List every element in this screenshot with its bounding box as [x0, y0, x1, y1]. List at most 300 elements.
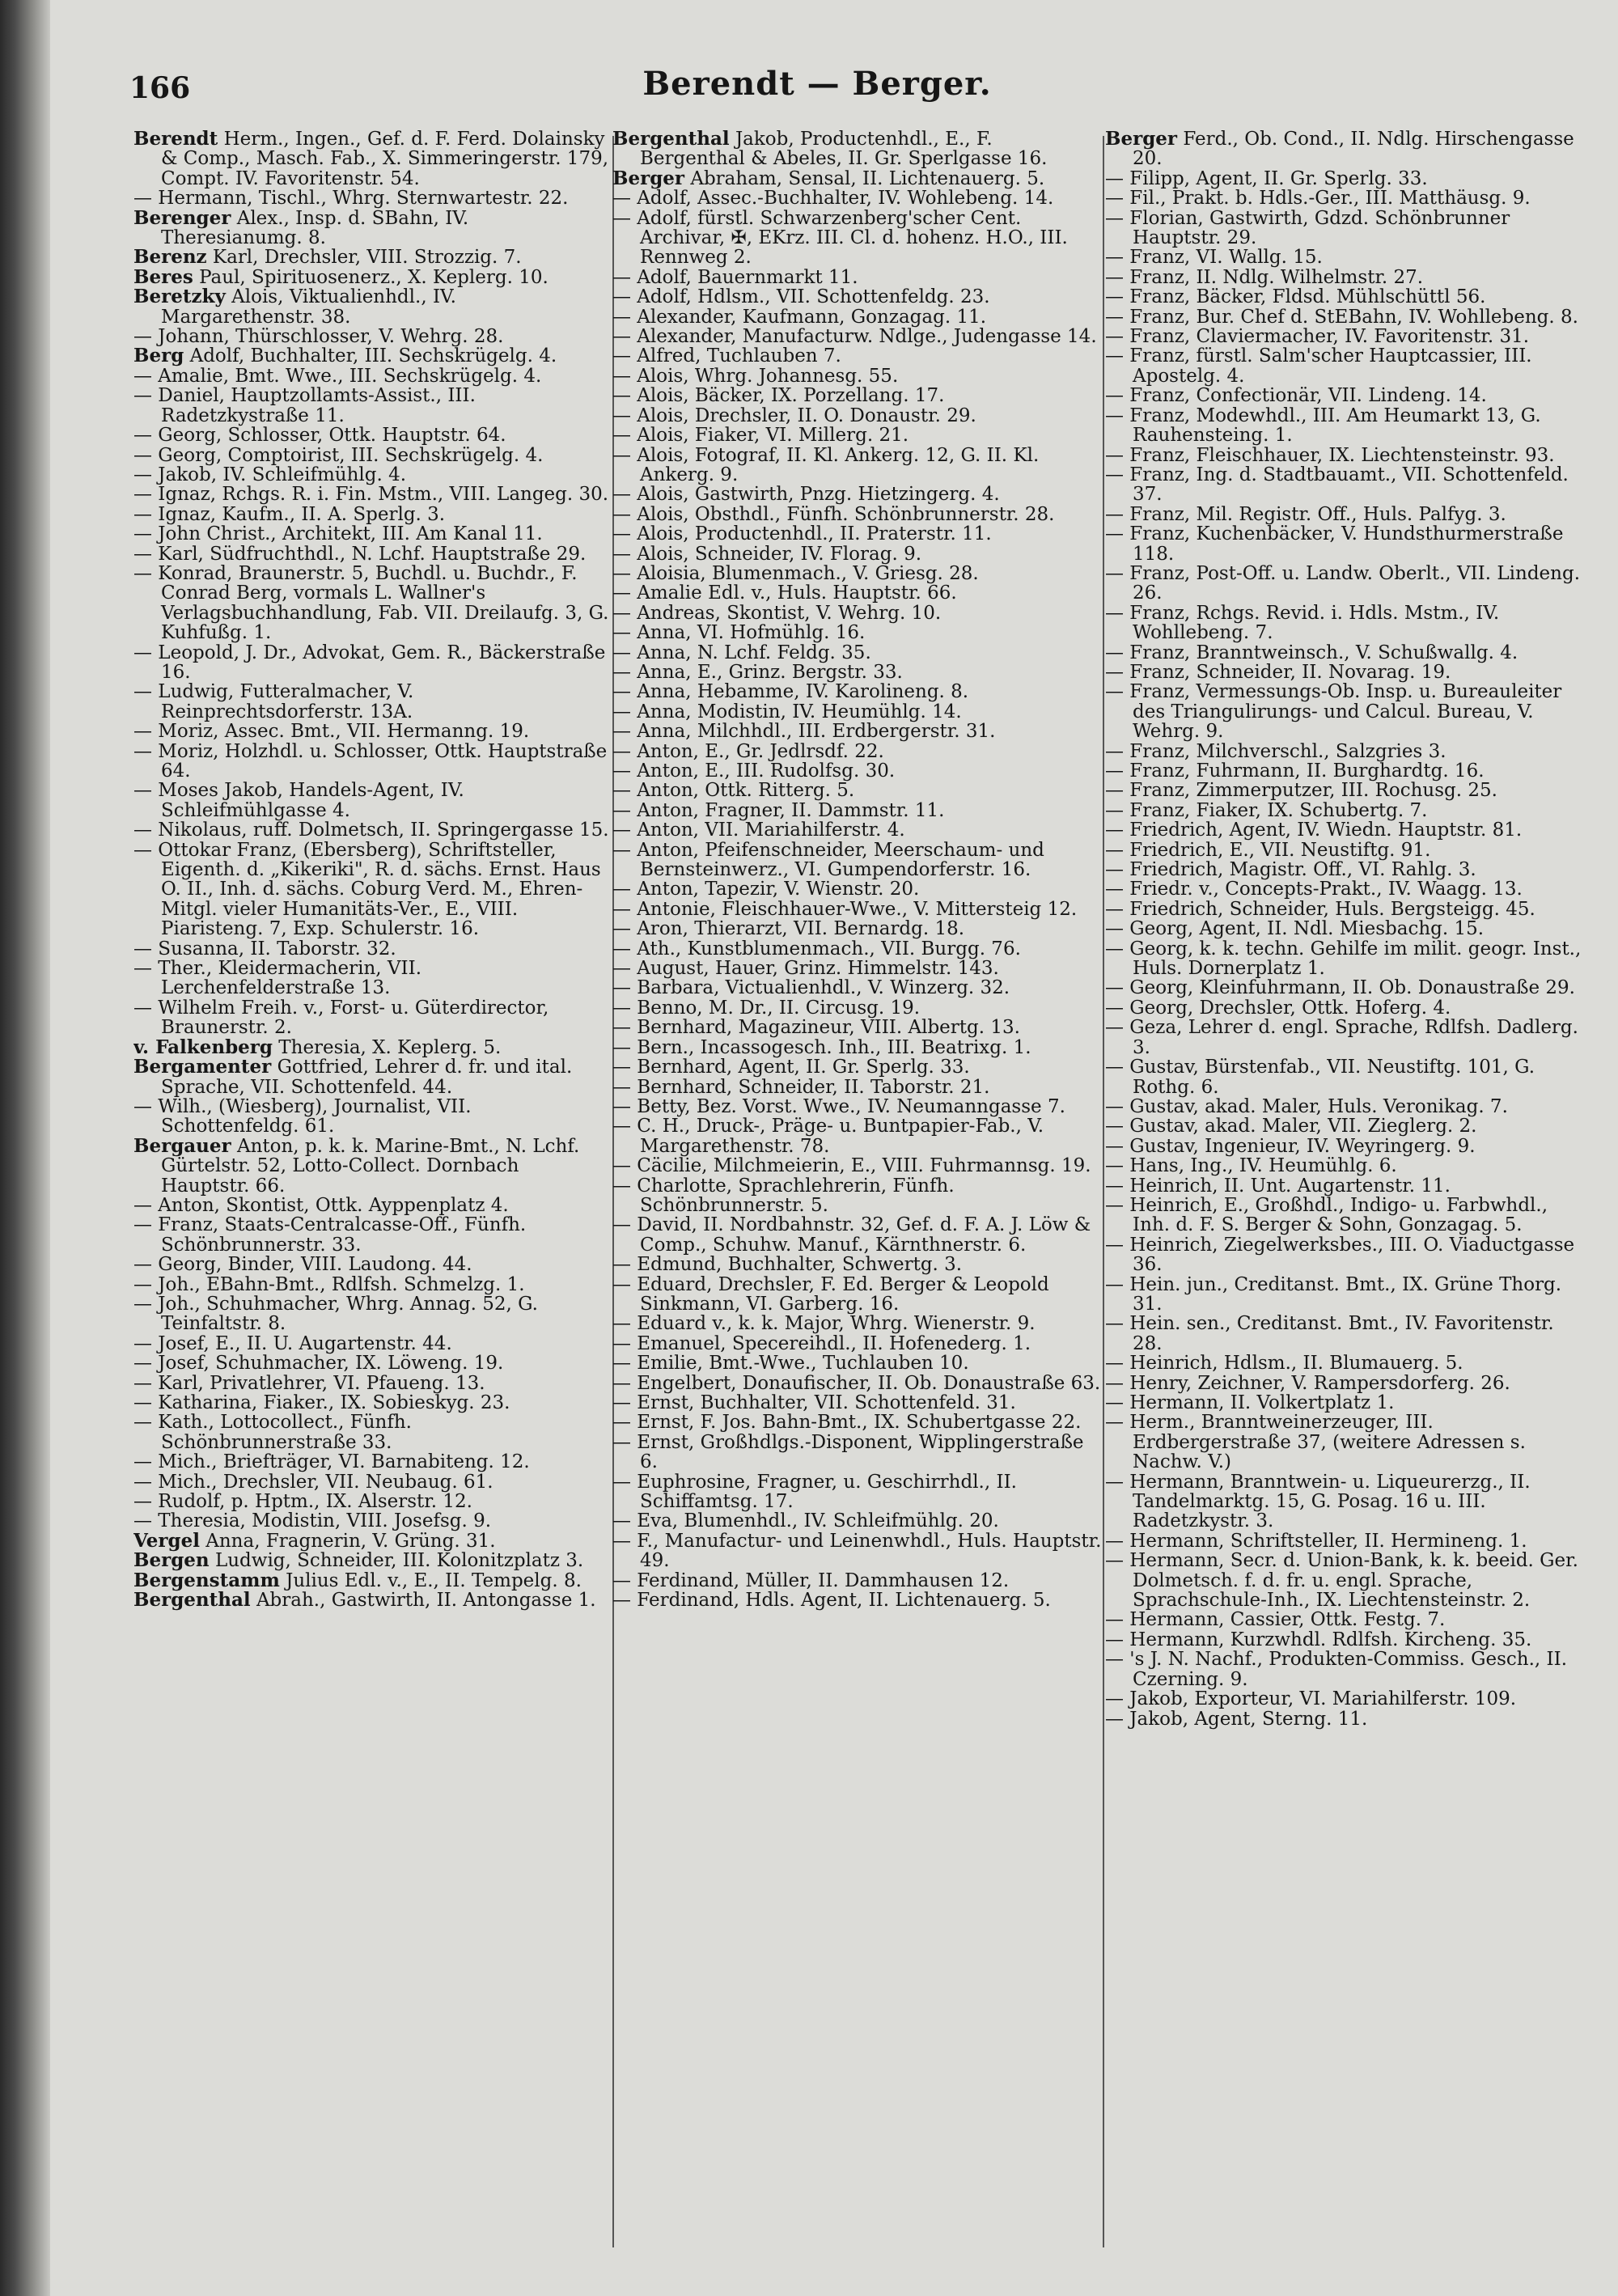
entry-text: — Fil., Prakt. b. Hdls.-Ger., III. Matthäusg. 9. — [1105, 188, 1531, 210]
directory-entry — [612, 761, 1102, 781]
directory-entry — [133, 524, 609, 544]
directory-entry — [133, 248, 609, 267]
entry-text: Anton, p. k. k. Marine-Bmt., N. Lchf. Gürtelstr. 52, Lotto-Collect. Dornbach Hauptstr. 66. — [161, 1135, 580, 1197]
directory-entry — [133, 1334, 609, 1353]
directory-entry — [1105, 209, 1584, 248]
entry-text: — Franz, Confectionär, VII. Lindeng. 14. — [1105, 385, 1487, 407]
entry-text: — Filipp, Agent, II. Gr. Sperlg. 33. — [1105, 167, 1428, 189]
entry-surname: Berendt — [133, 129, 218, 150]
directory-entry — [1105, 1275, 1584, 1315]
entry-text: — Henry, Zeichner, V. Rampersdorferg. 26. — [1105, 1372, 1510, 1394]
directory-entry — [612, 998, 1102, 1018]
entry-text: — Charlotte, Sprachlehrerin, Fünfh. Schönbrunnerstr. 5. — [612, 1175, 955, 1216]
directory-entry — [1105, 742, 1584, 761]
entry-text: — Joh., Schuhmacher, Whrg. Annag. 52, G. Teinfaltstr. 8. — [133, 1293, 538, 1335]
directory-entry — [133, 1353, 609, 1373]
directory-entry — [133, 781, 609, 820]
entry-text: — Gustav, Bürstenfab., VII. Neustiftg. 101, G. Rothg. 6. — [1105, 1057, 1535, 1098]
entry-text: Karl, Drechsler, VIII. Strozzig. 7. — [212, 247, 522, 269]
directory-entry — [612, 820, 1102, 840]
directory-entry — [133, 742, 609, 782]
entry-surname: Bergamenter — [133, 1056, 272, 1078]
entry-surname: Berenger — [133, 206, 231, 229]
entry-text: — Ernst, F. Jos. Bahn-Bmt., IX. Schubertgasse 22. — [612, 1412, 1082, 1434]
entry-text: — Hermann, Cassier, Ottk. Festg. 7. — [1105, 1609, 1446, 1631]
directory-entry — [612, 1353, 1102, 1373]
entry-text: — Franz, Post-Off. u. Landw. Oberlt., VII. Lindeng. 26. — [1105, 562, 1581, 604]
entry-text: — David, II. Nordbahnstr. 32, Gef. d. F. A. J. Löw & Comp., Schuhw. Manuf., Kärnthnerstr. 6. — [612, 1214, 1091, 1256]
directory-entry — [612, 781, 1102, 800]
directory-entry — [612, 1531, 1102, 1571]
directory-entry — [612, 287, 1102, 307]
entry-text: — Josef, E., II. U. Augartenstr. 44. — [133, 1332, 452, 1354]
entry-text: — Franz, Branntweinsch., V. Schußwallg. 4. — [1105, 642, 1518, 663]
directory-entry — [612, 366, 1102, 386]
directory-entry — [133, 426, 609, 445]
entry-text: — Theresia, Modistin, VIII. Josefsg. 9. — [133, 1510, 492, 1532]
entry-text: — Mich., Drechsler, VII. Neubaug. 61. — [133, 1471, 493, 1493]
entry-text: — Anna, Hebamme, IV. Karolineng. 8. — [612, 681, 969, 703]
directory-entry — [1105, 129, 1584, 169]
entry-surname: Bergenthal — [133, 1589, 251, 1612]
directory-entry — [133, 1275, 609, 1294]
entry-text: — Franz, Rchgs. Revid. i. Hdls. Mstm., IV. Wohllebeng. 7. — [1105, 602, 1500, 644]
directory-entry — [1105, 1057, 1584, 1097]
directory-entry — [1105, 663, 1584, 682]
directory-entry — [612, 604, 1102, 623]
directory-entry — [1105, 1196, 1584, 1235]
entry-surname: Bergauer — [133, 1134, 231, 1157]
directory-entry — [1105, 446, 1584, 465]
entry-text: — Georg, Comptoirist, III. Sechskrügelg. 4. — [133, 444, 544, 466]
entry-text: — Franz, Schneider, II. Novarag. 19. — [1105, 661, 1451, 683]
book-binding-shadow — [0, 0, 50, 2296]
entry-text: — Emilie, Bmt.-Wwe., Tuchlauben 10. — [612, 1353, 969, 1375]
directory-entry — [1105, 919, 1584, 938]
directory-entry — [133, 327, 609, 346]
entry-text: — F., Manufactur- und Leinenwhdl., Huls. Hauptstr. 49. — [612, 1530, 1102, 1572]
directory-entry — [612, 1511, 1102, 1531]
entry-text: — Franz, Modewhdl., III. Am Heumarkt 13, G. Rauhensteing. 1. — [1105, 405, 1541, 447]
directory-entry — [1105, 1472, 1584, 1531]
entry-text: — Georg, k. k. techn. Gehilfe im milit. geogr. Inst., Huls. Dornerplatz 1. — [1105, 938, 1582, 980]
entry-text: — Anton, VII. Mariahilferstr. 4. — [612, 820, 905, 841]
entry-text: — Heinrich, E., Großhdl., Indigo- u. Farbwhdl., Inh. d. F. S. Berger & Sohn, Gonzagag. 5. — [1105, 1194, 1548, 1236]
entry-text: — Friedrich, Magistr. Off., VI. Rahlg. 3. — [1105, 859, 1476, 881]
entry-surname: v. Falkenberg — [133, 1036, 273, 1058]
directory-entry — [1105, 879, 1584, 899]
directory-entry — [133, 1057, 609, 1097]
directory-entry — [612, 446, 1102, 485]
directory-entry — [133, 1413, 609, 1452]
entry-text: Adolf, Buchhalter, III. Sechskrügelg. 4. — [189, 345, 557, 367]
entry-text: Alex., Insp. d. SBahn, IV. Theresianumg. 8. — [161, 207, 469, 249]
entry-text: — Leopold, J. Dr., Advokat, Gem. R., Bäckerstraße 16. — [133, 642, 606, 683]
directory-entry — [612, 663, 1102, 682]
entry-text: — Ludwig, Futteralmacher, V. Reinprechtsdorferstr. 13A. — [133, 681, 414, 722]
entry-text: — Anton, Tapezir, V. Wienstr. 20. — [612, 879, 920, 900]
directory-entry — [612, 386, 1102, 405]
directory-entry — [612, 1334, 1102, 1353]
entry-text: — Bernhard, Agent, II. Gr. Sperlg. 33. — [612, 1057, 970, 1078]
entry-text: Theresia, X. Keplerg. 5. — [278, 1036, 502, 1058]
directory-entry — [612, 959, 1102, 978]
entry-text: — Ottokar Franz, (Ebersberg), Schriftsteller, Eigenth. d. „Kikeriki", R. d. sächs. Ernst. Haus O. II., Inh. d. sächs. Coburg Verd. M., Ehren-Mitgl. vieler Humanitäts-Ver., E., VIII. Piaristeng. 7, Exp. Schulerstr. 16. — [133, 839, 601, 940]
entry-text: Herm., Ingen., Gef. d. F. Ferd. Dolainsky & Comp., Masch. Fab., X. Simmeringerstr. 179, Compt. IV. Favoritenstr. 54. — [161, 129, 609, 189]
directory-entry — [133, 1374, 609, 1393]
entry-text: — Wilhelm Freih. v., Forst- u. Güterdirector, Braunerstr. 2. — [133, 997, 549, 1039]
directory-entry — [1105, 761, 1584, 781]
directory-entry — [612, 1116, 1102, 1156]
directory-entry — [612, 1275, 1102, 1315]
entry-text: — Friedrich, E., VII. Neustiftg. 91. — [1105, 839, 1431, 861]
directory-entry — [612, 1078, 1102, 1097]
entry-text: — Alois, Obsthdl., Fünfh. Schönbrunnerstr. 28. — [612, 503, 1055, 525]
entry-text: — Hermann, Kurzwhdl. Rdlfsh. Kircheng. 35. — [1105, 1629, 1532, 1650]
entry-text: — Ignaz, Rchgs. R. i. Fin. Mstm., VIII. Langeg. 30. — [133, 484, 609, 506]
directory-entry — [133, 1393, 609, 1413]
directory-entry — [1105, 978, 1584, 998]
directory-entry — [133, 1452, 609, 1472]
directory-entry — [133, 959, 609, 998]
entry-text: — Alois, Drechsler, II. O. Donaustr. 29. — [612, 405, 976, 426]
directory-entry — [612, 742, 1102, 761]
entry-text: — C. H., Druck-, Präge- u. Buntpapier-Fab., V. Margarethenstr. 78. — [612, 1116, 1044, 1157]
entry-text: — Franz, Staats-Centralcasse-Off., Fünfh. Schönbrunnerstr. 33. — [133, 1214, 527, 1256]
directory-entry — [612, 1097, 1102, 1116]
entry-surname: Beretzky — [133, 286, 226, 308]
directory-entry — [612, 564, 1102, 583]
entry-text: — Ernst, Buchhalter, VII. Schottenfeld. 31. — [612, 1392, 1016, 1413]
entry-text: — Alois, Bäcker, IX. Porzellang. 17. — [612, 385, 945, 407]
entry-text: — Emanuel, Specereihdl., II. Hofenederg. 1. — [612, 1332, 1031, 1354]
directory-entry — [133, 189, 609, 208]
directory-entry — [612, 189, 1102, 208]
entry-text: — Eduard v., k. k. Major, Whrg. Wienerstr. 9. — [612, 1313, 1036, 1335]
directory-entry — [133, 505, 609, 524]
directory-entry — [612, 524, 1102, 544]
directory-entry — [1105, 524, 1584, 564]
entry-text: — Geza, Lehrer d. engl. Sprache, Rdlfsh. Dadlerg. 3. — [1105, 1017, 1578, 1058]
entry-text: — Franz, Zimmerputzer, III. Rochusg. 25. — [1105, 780, 1497, 802]
entry-text: — Franz, Claviermacher, IV. Favoritenstr. 31. — [1105, 326, 1530, 348]
entry-text: — Georg, Schlosser, Ottk. Hauptstr. 64. — [133, 425, 506, 447]
entry-text: — Moriz, Holzhdl. u. Schlosser, Ottk. Hauptstraße 64. — [133, 740, 608, 782]
directory-entry — [612, 1215, 1102, 1255]
directory-entry — [1105, 1018, 1584, 1057]
entry-text: — Gustav, Ingenieur, IV. Weyringerg. 9. — [1105, 1135, 1476, 1157]
directory-entry — [1105, 1374, 1584, 1393]
entry-text: — Hermann, Branntwein- u. Liqueurerzg., II. Tandelmarktg. 15, G. Posag. 16 u. III. Radetzkystr. 3. — [1105, 1471, 1531, 1532]
directory-entry — [612, 623, 1102, 642]
entry-text: — Alois, Schneider, IV. Florag. 9. — [612, 543, 922, 565]
directory-entry — [1105, 248, 1584, 267]
directory-entry — [1105, 1137, 1584, 1156]
entry-text: — Georg, Drechsler, Ottk. Hoferg. 4. — [1105, 997, 1451, 1019]
directory-entry — [133, 1196, 609, 1215]
directory-entry — [612, 1156, 1102, 1176]
directory-entry — [612, 406, 1102, 426]
directory-entry — [1105, 1709, 1584, 1729]
directory-entry — [612, 879, 1102, 899]
entry-text: — Franz, Fleischhauer, IX. Liechtensteinstr. 93. — [1105, 444, 1555, 466]
directory-entry — [133, 1134, 609, 1197]
directory-entry — [133, 1551, 609, 1570]
directory-entry — [612, 1571, 1102, 1591]
entry-text: — Franz, Mil. Registr. Off., Huls. Palfyg. 3. — [1105, 503, 1506, 525]
directory-entry — [1105, 1610, 1584, 1629]
directory-entry — [1105, 1176, 1584, 1196]
directory-entry — [133, 366, 609, 386]
entry-text: — Susanna, II. Taborstr. 32. — [133, 938, 396, 959]
entry-surname: Berger — [1105, 129, 1178, 150]
directory-entry — [612, 801, 1102, 820]
directory-entry — [133, 1571, 609, 1591]
entry-text: — Heinrich, Ziegelwerksbes., III. O. Viaductgasse 36. — [1105, 1234, 1575, 1276]
directory-entry — [612, 544, 1102, 564]
entry-text: — Friedr. v., Concepts-Prakt., IV. Waagg. 13. — [1105, 879, 1523, 900]
directory-entry — [612, 978, 1102, 998]
entry-text: — Betty, Bez. Vorst. Wwe., IV. Neumanngasse 7. — [612, 1095, 1065, 1117]
directory-entry — [612, 268, 1102, 287]
entry-text: Jakob, Productenhdl., E., F. Bergenthal & Abeles, II. Gr. Sperlgasse 16. — [640, 129, 1048, 170]
directory-entry — [612, 1018, 1102, 1037]
entry-text: — Anton, Pfeifenschneider, Meerschaum- und Bernsteinwerz., VI. Gumpendorferstr. 16. — [612, 839, 1044, 881]
directory-entry — [133, 820, 609, 840]
directory-entry — [133, 1531, 609, 1551]
entry-text: — Ther., Kleidermacherin, VII. Lerchenfelderstraße 13. — [133, 958, 422, 999]
entry-surname: Bergenthal — [612, 129, 730, 150]
directory-entry — [133, 564, 609, 643]
entry-text: — Gustav, akad. Maler, VII. Zieglerg. 2. — [1105, 1116, 1477, 1137]
directory-entry — [1105, 327, 1584, 346]
entry-text: — Hermann, II. Volkertplatz 1. — [1105, 1392, 1395, 1413]
directory-entry — [612, 1393, 1102, 1413]
entry-text: — Anton, Skontist, Ottk. Ayppenplatz 4. — [133, 1194, 509, 1216]
directory-entry — [612, 1038, 1102, 1057]
entry-text: — 's J. N. Nachf., Produkten-Commiss. Gesch., II. Czerning. 9. — [1105, 1649, 1568, 1690]
directory-entry — [612, 1314, 1102, 1333]
directory-entry — [133, 1038, 609, 1057]
entry-text: — Mich., Briefträger, VI. Barnabiteng. 12. — [133, 1451, 530, 1473]
directory-entry — [1105, 1551, 1584, 1610]
entry-text: — Barbara, Victualienhdl., V. Winzerg. 32. — [612, 977, 1010, 999]
entry-text: — Ferdinand, Müller, II. Dammhausen 12. — [612, 1569, 1010, 1591]
entry-text: — Eduard, Drechsler, F. Ed. Berger & Leopold Sinkmann, VI. Garberg. 16. — [612, 1273, 1049, 1315]
directory-entry — [133, 544, 609, 564]
entry-text: — Alois, Fotograf, II. Kl. Ankerg. 12, G. II. Kl. Ankerg. 9. — [612, 444, 1040, 485]
directory-entry — [133, 287, 609, 327]
entry-text: — Benno, M. Dr., II. Circusg. 19. — [612, 997, 921, 1019]
entry-text: — Adolf, Hdlsm., VII. Schottenfeldg. 23. — [612, 286, 990, 308]
entry-text: — Bernhard, Magazineur, VIII. Albertg. 13. — [612, 1017, 1020, 1039]
directory-entry — [612, 702, 1102, 722]
entry-text: — Cäcilie, Milchmeierin, E., VIII. Fuhrmannsg. 19. — [612, 1155, 1091, 1177]
directory-entry — [133, 1294, 609, 1334]
directory-entry — [133, 1097, 609, 1137]
entry-text: — Franz, Fiaker, IX. Schubertg. 7. — [1105, 799, 1428, 821]
directory-entry — [133, 386, 609, 426]
entry-text: Alois, Viktualienhdl., IV. Margarethenstr. 38. — [161, 286, 456, 328]
directory-entry — [133, 446, 609, 465]
directory-entry — [1105, 287, 1584, 307]
directory-entry — [1105, 1353, 1584, 1373]
entry-text: — Alois, Fiaker, VI. Millerg. 21. — [612, 425, 909, 447]
entry-text: — Antonie, Fleischhauer-Wwe., V. Mittersteig 12. — [612, 898, 1078, 920]
directory-entry — [612, 1374, 1102, 1393]
directory-entry — [1105, 406, 1584, 446]
entry-text: — Karl, Südfruchthdl., N. Lchf. Hauptstraße 29. — [133, 543, 587, 565]
entry-text: — Amalie Edl. v., Huls. Hauptstr. 66. — [612, 582, 957, 604]
entry-text: — Anna, N. Lchf. Feldg. 35. — [612, 642, 871, 663]
directory-entry — [133, 1591, 609, 1610]
entry-text: — Daniel, Hauptzollamts-Assist., III. Radetzkystraße 11. — [133, 385, 476, 426]
entry-text: — Bernhard, Schneider, II. Taborstr. 21. — [612, 1076, 990, 1098]
running-head: Berendt — Berger. — [642, 65, 992, 103]
directory-entry — [612, 1255, 1102, 1274]
entry-text: — Georg, Binder, VIII. Laudong. 44. — [133, 1254, 472, 1276]
directory-entry — [612, 939, 1102, 959]
entry-text: — Josef, Schuhmacher, IX. Löweng. 19. — [133, 1353, 504, 1375]
directory-entry — [612, 485, 1102, 504]
directory-entry — [133, 129, 609, 189]
entry-text: Gottfried, Lehrer d. fr. und ital. Sprache, VII. Schottenfeld. 44. — [161, 1057, 573, 1098]
column-rule-2 — [1103, 136, 1104, 2247]
directory-entry — [133, 206, 609, 249]
entry-text: — Florian, Gastwirth, Gdzd. Schönbrunner Hauptstr. 29. — [1105, 207, 1510, 249]
directory-entry — [133, 939, 609, 959]
entry-text: — Anna, VI. Hofmühlg. 16. — [612, 622, 866, 644]
directory-entry — [1105, 841, 1584, 860]
directory-entry — [133, 841, 609, 939]
directory-entry — [1105, 1235, 1584, 1275]
directory-entry — [1105, 1097, 1584, 1116]
entry-text: — Engelbert, Donaufischer, II. Ob. Donaustraße 63. — [612, 1372, 1101, 1394]
directory-entry — [1105, 939, 1584, 979]
entry-text: — John Christ., Architekt, III. Am Kanal 11. — [133, 523, 543, 545]
directory-entry — [133, 1511, 609, 1531]
entry-text: Abraham, Sensal, II. Lichtenauerg. 5. — [690, 167, 1045, 189]
entry-text: — Anton, Fragner, II. Dammstr. 11. — [612, 799, 945, 821]
entry-text: — Jakob, IV. Schleifmühlg. 4. — [133, 464, 407, 485]
directory-entry — [612, 1472, 1102, 1512]
directory-entry — [133, 346, 609, 366]
entry-text: — Konrad, Braunerstr. 5, Buchdl. u. Buchdr., F. Conrad Berg, vormals L. Wallner's Verlagsbuchhandlung, Fab. VII. Dreilaufg. 3, G. Kuhfußg. 1. — [133, 562, 609, 644]
directory-entry — [1105, 386, 1584, 405]
entry-text: — Herm., Branntweinerzeuger, III. Erdbergerstraße 37, (weitere Adressen s. Nachw. V.) — [1105, 1412, 1526, 1473]
directory-entry — [133, 998, 609, 1038]
entry-text: — Euphrosine, Fragner, u. Geschirrhdl., II. Schiffamtsg. 17. — [612, 1471, 1017, 1513]
entry-text: — Anton, Ottk. Ritterg. 5. — [612, 780, 855, 802]
entry-text: — Jakob, Exporteur, VI. Mariahilferstr. 109. — [1105, 1688, 1517, 1710]
entry-text: — Franz, fürstl. Salm'scher Hauptcassier, III. Apostelg. 4. — [1105, 345, 1532, 387]
directory-entry — [1105, 564, 1584, 604]
entry-text: — Alexander, Kaufmann, Gonzagag. 11. — [612, 306, 987, 328]
entry-text: — Amalie, Bmt. Wwe., III. Sechskrügelg. 4. — [133, 365, 542, 387]
entry-text: — Nikolaus, ruff. Dolmetsch, II. Springergasse 15. — [133, 820, 609, 841]
entry-text: — Franz, Kuchenbäcker, V. Hundsthurmerstraße 118. — [1105, 523, 1564, 565]
entry-text: — Johann, Thürschlosser, V. Wehrg. 28. — [133, 326, 504, 348]
entry-text: — Hein. jun., Creditanst. Bmt., IX. Grüne Thorg. 31. — [1105, 1273, 1562, 1315]
entry-surname: Berg — [133, 345, 184, 367]
entry-text: — Anna, Milchhdl., III. Erdbergerstr. 31. — [612, 721, 996, 743]
directory-entry — [1105, 801, 1584, 820]
entry-text: — Ernst, Großhdlgs.-Disponent, Wipplingerstraße 6. — [612, 1431, 1084, 1473]
entry-text: — Andreas, Skontist, V. Wehrg. 10. — [612, 602, 942, 624]
entry-text: — Georg, Kleinfuhrmann, II. Ob. Donaustraße 29. — [1105, 977, 1575, 999]
directory-entry — [612, 426, 1102, 445]
entry-text: — Heinrich, Hdlsm., II. Blumauerg. 5. — [1105, 1353, 1463, 1375]
entry-text: — Hermann, Tischl., Whrg. Sternwartestr. 22. — [133, 188, 569, 210]
directory-entry — [133, 265, 609, 288]
directory-entry — [1105, 900, 1584, 919]
directory-entry — [612, 209, 1102, 268]
directory-entry — [1105, 189, 1584, 208]
entry-surname: Vergel — [133, 1529, 200, 1552]
directory-entry — [612, 919, 1102, 938]
entry-text: — Eva, Blumenhdl., IV. Schleifmühlg. 20. — [612, 1510, 999, 1532]
entry-text: Abrah., Gastwirth, II. Antongasse 1. — [256, 1590, 596, 1612]
entry-text: — Alois, Whrg. Johannesg. 55. — [612, 365, 899, 387]
entry-text: — Moriz, Assec. Bmt., VII. Hermanng. 19. — [133, 721, 530, 743]
entry-surname: Beres — [133, 265, 193, 288]
entry-text: — Hans, Ing., IV. Heumühlg. 6. — [1105, 1155, 1397, 1177]
directory-entry — [1105, 643, 1584, 663]
directory-entry — [612, 1433, 1102, 1472]
entry-text: — Georg, Agent, II. Ndl. Miesbachg. 15. — [1105, 918, 1485, 940]
entry-text: — Adolf, fürstl. Schwarzenberg'scher Cent. Archivar, ✠, EKrz. III. Cl. d. hohenz. H.O., III. Rennweg 2. — [612, 207, 1068, 269]
entry-surname: Berenz — [133, 246, 207, 269]
entry-text: — Friedrich, Schneider, Huls. Bergsteigg. 45. — [1105, 898, 1535, 920]
entry-text: — August, Hauer, Grinz. Himmelstr. 143. — [612, 958, 999, 980]
directory-entry — [612, 129, 1102, 169]
directory-entry — [612, 1591, 1102, 1610]
directory-entry — [1105, 1689, 1584, 1709]
entry-text: — Wilh., (Wiesberg), Journalist, VII. Schottenfeldg. 61. — [133, 1095, 472, 1137]
directory-entry — [133, 1255, 609, 1274]
entry-text: — Edmund, Buchhalter, Schwertg. 3. — [612, 1254, 963, 1276]
entry-text: — Hermann, Schriftsteller, II. Hermineng. 1. — [1105, 1530, 1527, 1552]
entry-text: — Franz, Milchverschl., Salzgries 3. — [1105, 740, 1446, 762]
entry-text: Paul, Spirituosenerz., X. Keplerg. 10. — [199, 266, 549, 288]
directory-entry — [1105, 268, 1584, 287]
directory-entry — [1105, 1650, 1584, 1689]
directory-entry — [133, 682, 609, 722]
directory-entry — [1105, 604, 1584, 643]
directory-entry — [1105, 1393, 1584, 1413]
directory-entry — [612, 643, 1102, 663]
entry-text: — Alois, Productenhdl., II. Praterstr. 11. — [612, 523, 992, 545]
directory-entry — [612, 327, 1102, 346]
directory-entry — [612, 722, 1102, 741]
entry-text: — Heinrich, II. Unt. Augartenstr. 11. — [1105, 1175, 1451, 1197]
directory-entry — [612, 307, 1102, 327]
entry-text: — Alexander, Manufacturw. Ndlge., Judengasse 14. — [612, 326, 1097, 348]
entry-text: Ludwig, Schneider, III. Kolonitzplatz 3. — [214, 1550, 584, 1572]
directory-entry — [1105, 998, 1584, 1018]
directory-entry — [612, 1413, 1102, 1432]
directory-entry — [1105, 169, 1584, 189]
directory-entry — [1105, 1156, 1584, 1176]
entry-text: — Franz, VI. Wallg. 15. — [1105, 247, 1323, 269]
entry-text: — Hermann, Secr. d. Union-Bank, k. k. beeid. Ger. Dolmetsch. f. d. fr. u. engl. Sprache, Sprachschule-Inh., IX. Liechtensteinstr. 2. — [1105, 1550, 1578, 1612]
entry-text: — Friedrich, Agent, IV. Wiedn. Hauptstr. 81. — [1105, 820, 1523, 841]
entry-surname: Berger — [612, 167, 685, 189]
entry-text: — Ferdinand, Hdls. Agent, II. Lichtenauerg. 5. — [612, 1590, 1051, 1612]
entry-text: — Aloisia, Blumenmach., V. Griesg. 28. — [612, 562, 979, 584]
directory-entry — [133, 1492, 609, 1511]
directory-entry — [612, 841, 1102, 880]
